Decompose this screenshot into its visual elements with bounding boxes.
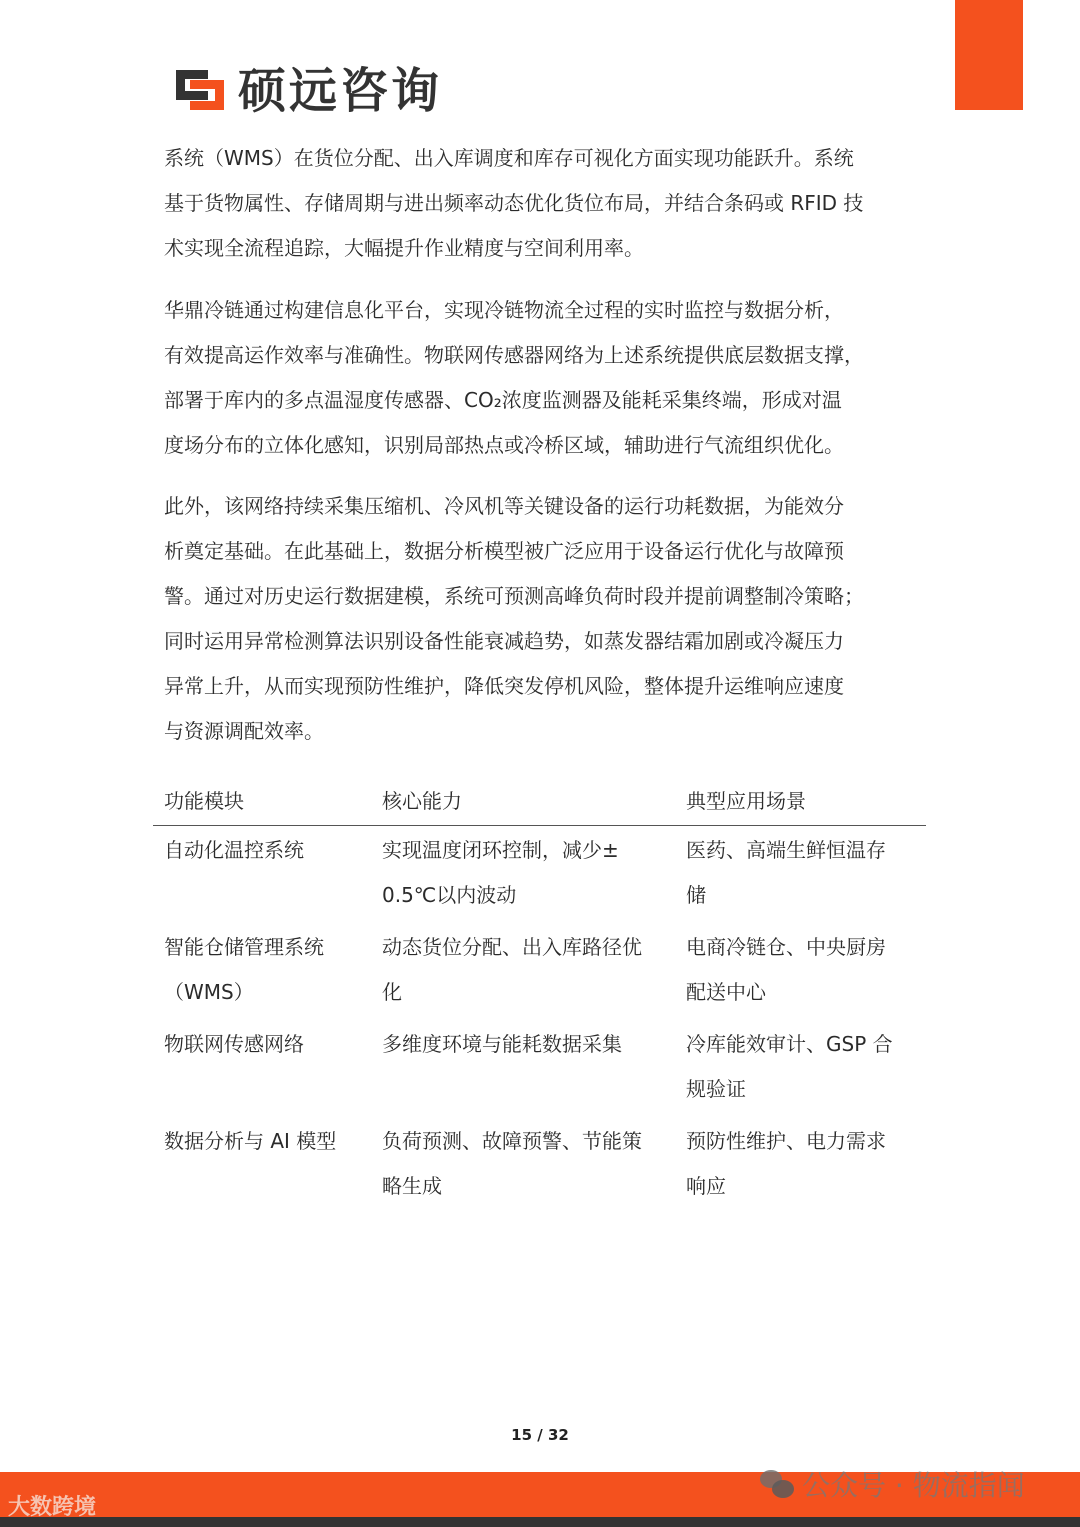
text-line: 基于货物属性、存储周期与进出频率动态优化货位布局，并结合条码或 RFID 技 <box>164 191 864 215</box>
text-line: 异常上升，从而实现预防性维护，降低突发停机风险，整体提升运维响应速度 <box>164 674 844 698</box>
paragraph-1 <box>164 136 924 271</box>
header-cell: 核心能力 <box>382 788 462 813</box>
corner-accent <box>955 0 1023 110</box>
text-line: 同时运用异常检测算法识别设备性能衰减趋势，如蒸发器结霜加剧或冷凝压力 <box>164 629 844 653</box>
cell-line: 规验证 <box>686 1077 746 1101</box>
text-line: 部署于库内的多点温湿度传感器、CO₂浓度监测器及能耗采集终端，形成对温 <box>164 388 842 412</box>
cell-line: 配送中心 <box>686 980 766 1004</box>
header-cell: 功能模块 <box>164 788 244 813</box>
table-row <box>153 1117 926 1214</box>
cell-line: 自动化温控系统 <box>164 838 304 862</box>
table-cell <box>382 1022 686 1117</box>
cell-line: 预防性维护、电力需求 <box>686 1129 886 1153</box>
table-row <box>153 1020 926 1117</box>
paragraph-3 <box>164 484 924 754</box>
logo-icon <box>176 62 226 110</box>
text-line: 警。通过对历史运行数据建模，系统可预测高峰负荷时段并提前调整制冷策略； <box>164 584 864 608</box>
footer-dark-strip <box>0 1517 1080 1527</box>
cell-line: 化 <box>382 980 402 1004</box>
brand-watermark: 大数跨境 <box>8 1495 97 1520</box>
table-cell <box>382 828 686 923</box>
table-row <box>153 923 926 1020</box>
cell-line: 医药、高端生鲜恒温存 <box>686 838 886 862</box>
wechat-icon <box>760 1470 794 1498</box>
table-cell <box>686 1022 926 1117</box>
paragraph-2 <box>164 288 924 468</box>
cell-line: 0.5℃以内波动 <box>382 883 517 907</box>
table-cell <box>686 925 926 1020</box>
table-cell <box>153 1119 382 1214</box>
table-cell <box>153 925 382 1020</box>
header-cell: 典型应用场景 <box>686 788 806 813</box>
text-line: 华鼎冷链通过构建信息化平台，实现冷链物流全过程的实时监控与数据分析， <box>164 298 844 322</box>
cell-line: 冷库能效审计、GSP 合 <box>686 1032 893 1056</box>
cell-line: 动态货位分配、出入库路径优 <box>382 935 642 959</box>
feature-table <box>153 773 926 1214</box>
text-line: 术实现全流程追踪，大幅提升作业精度与空间利用率。 <box>164 236 644 260</box>
table-cell <box>686 1119 926 1214</box>
cell-line: 负荷预测、故障预警、节能策 <box>382 1129 642 1153</box>
text-line: 度场分布的立体化感知，识别局部热点或冷桥区域，辅助进行气流组织优化。 <box>164 433 844 457</box>
cell-line: 智能仓储管理系统 <box>164 935 324 959</box>
text-line: 与资源调配效率。 <box>164 719 324 743</box>
table-cell <box>686 828 926 923</box>
text-line: 系统（WMS）在货位分配、出入库调度和库存可视化方面实现功能跃升。系统 <box>164 146 854 170</box>
cell-line: 数据分析与 AI 模型 <box>164 1129 337 1153</box>
cell-line: 储 <box>686 883 706 907</box>
table-cell <box>382 1119 686 1214</box>
wechat-watermark <box>760 1464 1025 1504</box>
table-header <box>153 773 926 826</box>
table-row <box>153 826 926 923</box>
logo <box>176 58 443 119</box>
cell-line: 实现温度闭环控制，减少± <box>382 838 619 862</box>
table-cell <box>153 1022 382 1117</box>
cell-line: （WMS） <box>164 980 254 1004</box>
text-line: 析奠定基础。在此基础上，数据分析模型被广泛应用于设备运行优化与故障预 <box>164 539 844 563</box>
cell-line: 略生成 <box>382 1174 442 1198</box>
logo-text: 硕远咨询 <box>238 62 443 119</box>
cell-line: 响应 <box>686 1174 726 1198</box>
cell-line: 物联网传感网络 <box>164 1032 304 1056</box>
text-line: 有效提高运作效率与准确性。物联网传感器网络为上述系统提供底层数据支撑， <box>164 343 864 367</box>
table-cell <box>153 828 382 923</box>
cell-line: 多维度环境与能耗数据采集 <box>382 1032 622 1056</box>
table-cell <box>382 925 686 1020</box>
text-line: 此外，该网络持续采集压缩机、冷风机等关键设备的运行功耗数据，为能效分 <box>164 494 844 518</box>
cell-line: 电商冷链仓、中央厨房 <box>686 935 886 959</box>
watermark-text: 公众号 · 物流指闻 <box>802 1469 1025 1502</box>
page-number: 15 / 32 <box>511 1426 569 1444</box>
